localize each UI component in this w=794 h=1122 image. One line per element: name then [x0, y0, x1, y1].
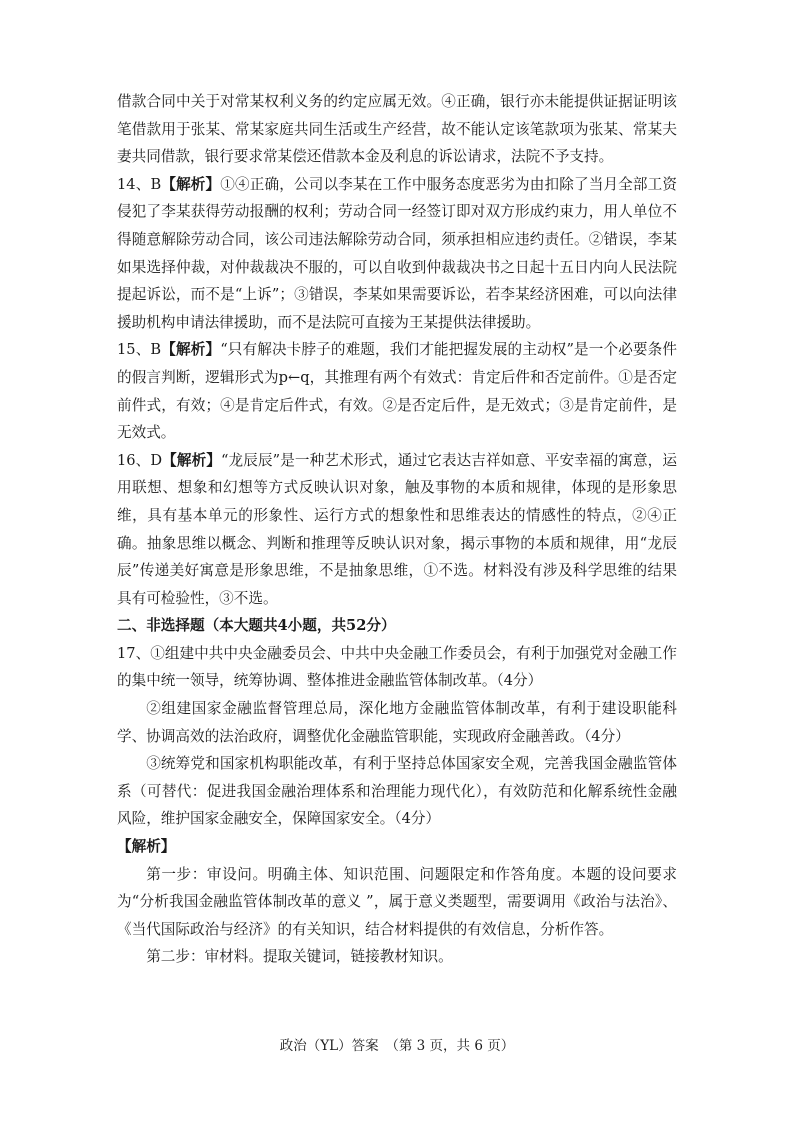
q14-analysis-text: ①④正确，公司以李某在工作中服务态度恶劣为由扣除了当月全部工资侵犯了李某获得劳动报酬的权利；劳动合同一经签订即对双方形成约束力，用人单位不得随意解除劳动合同，该公司违法解除劳动合同，须承担相应违约责任。②错误，李某如果选择仲裁，对仲裁裁决不服的，可以自收到仲裁裁决书之日起十五日内向人民法院提起诉讼，而不是“上诉”；③错误，李某如果需要诉讼，若李某经济困难，可以向法律援助机构申请法律援助，而不是法院可直接为王某提供法律援助。: [117, 175, 677, 331]
paragraph-q15: [117, 336, 677, 446]
q14-analysis-tag: 【解析】: [161, 175, 221, 193]
q15-analysis-tag: 【解析】: [161, 341, 221, 359]
paragraph-step2: 第二步：审材料。提取关键词，链接教材知识。: [146, 948, 453, 966]
paragraph-q16: [117, 447, 677, 613]
paragraph-step1: 第一步：审设问。明确主体、知识范围、问题限定和作答角度。本题的设问要求为“分析我国金融监管体制改革的意义 ”，属于意义类题型，需要调用《政治与法治》、《当代国际政治与经济》的有关知识，结合材料提供的有效信息，分析作答。: [117, 865, 677, 938]
page-footer: 政治（YL）答案 （第 3 页，共 6 页）: [279, 1038, 515, 1054]
q16-analysis-tag: 【解析】: [162, 451, 221, 469]
analysis-heading: 【解析】: [117, 838, 176, 856]
q16-answer: 16、D: [117, 451, 163, 469]
paragraph-q17-point3: ③统筹党和国家机构职能改革，有利于坚持总体国家安全观，完善我国金融监管体系（可替代：促进我国金融治理体系和治理能力现代化），有效防范和化解系统性金融风险，维护国家金融安全，保障国家安全。（4分）: [117, 755, 677, 828]
page-content: [117, 88, 677, 971]
paragraph-q17-point1: 17、①组建中共中央金融委员会、中共中央金融工作委员会，有利于加强党对金融工作的集中统一领导，统筹协调、整体推进金融监管体制改革。（4分）: [117, 644, 677, 690]
q16-analysis-text: “龙辰辰”是一种艺术形式，通过它表达吉祥如意、平安幸福的寓意，运用联想、想象和幻想等方式反映认识对象，触及事物的本质和规律，体现的是形象思维，具有基本单元的形象性、运行方式的想象性和思维表达的情感性的特点，②④正确。抽象思维以概念、判断和推理等反映认识对象，揭示事物的本质和规律，用“龙辰辰”传递美好寓意是形象思维，不是抽象思维，①不选。材料没有涉及科学思维的结果具有可检验性，③不选。: [117, 451, 677, 607]
paragraph-q13-continuation: 借款合同中关于对常某权利义务的约定应属无效。④正确，银行亦未能提供证据证明该笔借款用于张某、常某家庭共同生活或生产经营，故不能认定该笔款项为张某、常某夫妻共同借款，银行要求常某偿还借款本金及利息的诉讼请求，法院不予支持。: [117, 93, 677, 166]
paragraph-q17-point2: ②组建国家金融监督管理总局，深化地方金融监管体制改革，有利于建设职能科学、协调高效的法治政府，调整优化金融监管职能，实现政府金融善政。（4分）: [117, 700, 677, 745]
q15-answer: 15、B: [117, 341, 162, 359]
q14-answer: 14、B: [117, 175, 162, 193]
section-heading-non-choice: 二、非选择题（本大题共4小题，共52分）: [117, 617, 396, 635]
paragraph-q14: [117, 171, 677, 337]
q15-analysis-text: “只有解决卡脖子的难题，我们才能把握发展的主动权”是一个必要条件的假言判断，逻辑形式为p←q，其推理有两个有效式：肯定后件和否定前件。①是否定前件式，有效；④是肯定后件式，有效。②是否定后件，是无效式；③是肯定前件，是无效式。: [117, 341, 677, 442]
